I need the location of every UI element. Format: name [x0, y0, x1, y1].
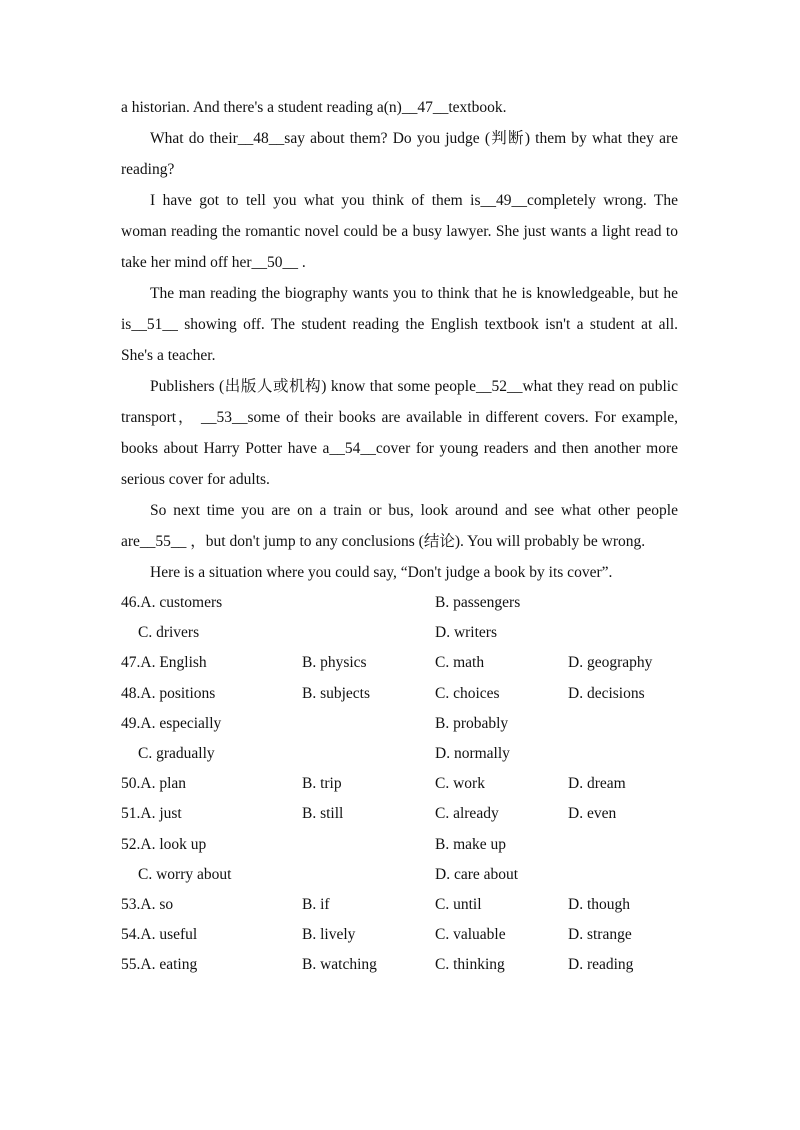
option-choice: B. subjects: [302, 684, 371, 702]
option-choice: C. until: [435, 895, 482, 913]
passage-paragraph: Publishers (出版人或机构) know that some people__52__what they read on public transport， __53__some of their books are available in different covers. For example, books about Harry Potter have a__54__cover for young readers and then another more serious cover for adults.: [121, 378, 678, 488]
option-choice: B. if: [302, 895, 330, 913]
question-option-row: [121, 830, 678, 860]
question-option-row: [121, 920, 678, 950]
reading-passage: [121, 92, 678, 588]
option-choice: 48.A. positions: [121, 684, 216, 702]
passage-paragraph: I have got to tell you what you think of them is__49__completely wrong. The woman reading the romantic novel could be a busy lawyer. She just wants a light read to take her mind off her__50__ .: [121, 192, 678, 271]
question-option-row: [121, 618, 678, 648]
option-choice: D. geography: [568, 654, 653, 672]
question-option-row: [121, 950, 678, 980]
option-choice: C. choices: [435, 684, 500, 702]
option-choice: C. drivers: [138, 624, 200, 642]
question-option-row: [121, 588, 678, 618]
passage-paragraph: So next time you are on a train or bus, look around and see what other people are__55__ ，but don't jump to any conclusions (结论). You will probably be wrong.: [121, 502, 678, 550]
option-choice: C. work: [435, 775, 485, 793]
question-option-row: [121, 890, 678, 920]
option-choice: C. already: [435, 805, 499, 823]
option-choice: 47.A. English: [121, 654, 207, 672]
passage-paragraph: a historian. And there's a student reading a(n)__47__textbook.: [121, 99, 507, 116]
option-choice: B. still: [302, 805, 344, 823]
option-choice: B. physics: [302, 654, 367, 672]
option-choice: C. valuable: [435, 926, 506, 944]
question-option-row: [121, 679, 678, 709]
option-choice: 50.A. plan: [121, 775, 187, 793]
option-choice: C. math: [435, 654, 485, 672]
document-page: [121, 92, 678, 980]
question-option-row: [121, 709, 678, 739]
option-choice: D. even: [568, 805, 617, 823]
option-choice: 51.A. just: [121, 805, 182, 823]
option-choice: C. thinking: [435, 956, 505, 974]
option-choice: C. worry about: [138, 865, 232, 883]
option-choice: D. decisions: [568, 684, 645, 702]
option-choice: B. passengers: [435, 594, 521, 611]
question-option-row: [121, 860, 678, 890]
question-option-row: [121, 648, 678, 678]
option-choice: D. reading: [568, 956, 634, 974]
option-choice: B. lively: [302, 926, 356, 944]
option-choice: B. watching: [302, 956, 377, 974]
option-choice: C. gradually: [138, 744, 215, 762]
passage-paragraph: The man reading the biography wants you to think that he is knowledgeable, but he is__51__ showing off. The student reading the English textbook isn't a student at all. She's a teacher.: [121, 285, 678, 364]
option-choice: 53.A. so: [121, 895, 174, 913]
option-choice: B. probably: [435, 714, 509, 732]
option-choice: D. writers: [435, 624, 497, 642]
option-choice: B. trip: [302, 775, 342, 793]
passage-paragraph: What do their__48__say about them? Do you judge (判断) them by what they are reading?: [121, 130, 678, 178]
option-choice: 55.A. eating: [121, 956, 198, 974]
question-option-row: [121, 739, 678, 769]
option-choice: D. care about: [435, 865, 519, 883]
option-choice: D. strange: [568, 926, 632, 944]
question-option-row: [121, 799, 678, 829]
option-choice: D. normally: [435, 744, 510, 762]
question-option-row: [121, 769, 678, 799]
option-choice: D. dream: [568, 775, 626, 793]
option-choice: 46.A. customers: [121, 594, 223, 611]
option-choice: B. make up: [435, 835, 507, 853]
option-choice: 54.A. useful: [121, 926, 198, 944]
option-choice: 52.A. look up: [121, 835, 207, 853]
option-choice: 49.A. especially: [121, 714, 222, 732]
passage-paragraph: Here is a situation where you could say, “Don't judge a book by its cover”.: [150, 564, 613, 581]
option-choice: D. though: [568, 895, 630, 913]
answer-options: [121, 588, 678, 980]
